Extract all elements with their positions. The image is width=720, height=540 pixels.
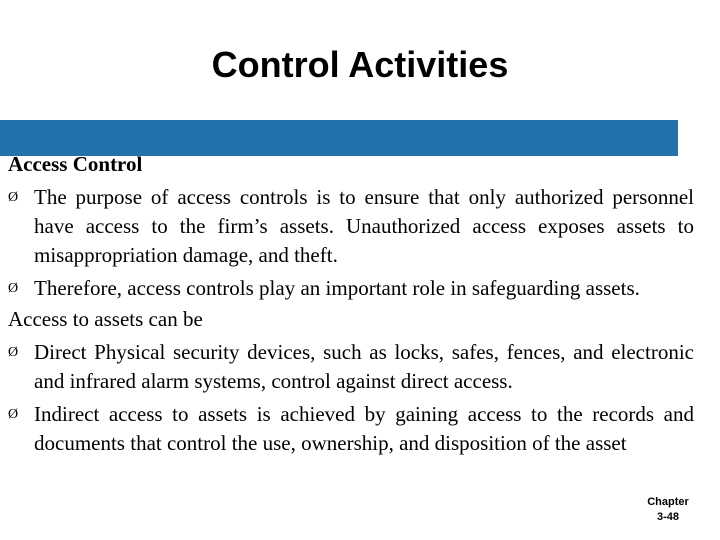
arrow-bullet-icon: Ø (8, 190, 19, 205)
section-heading: Access Control (8, 152, 143, 176)
bullet-text: The purpose of access controls is to ensure that only authorized personnel have access to the firm’s assets. Unauthorized access exposes assets to misappropriation damage, and theft. (34, 185, 694, 267)
bullet-item (8, 183, 694, 270)
chapter-label: Chapter (647, 496, 689, 508)
bullet-text: Therefore, access controls play an important role in safeguarding assets. (34, 276, 640, 300)
slide-body (8, 150, 694, 458)
section-subheading: Access to assets can be (8, 307, 203, 331)
arrow-bullet-icon: Ø (8, 281, 19, 296)
bullet-item (8, 338, 694, 396)
arrow-bullet-icon: Ø (8, 407, 19, 422)
page-number: 3-48 (656, 511, 680, 523)
arrow-bullet-icon: Ø (8, 345, 19, 360)
chapter-page-label (636, 495, 700, 525)
slide-title: Control Activities (211, 44, 509, 85)
bullet-item (8, 274, 694, 303)
bullet-text: Direct Physical security devices, such as locks, safes, fences, and electronic and infrared alarm systems, control against direct access. (34, 340, 694, 393)
bullet-item (8, 400, 694, 458)
bullet-text: Indirect access to assets is achieved by gaining access to the records and documents that control the use, ownership, and disposition of the asset (34, 402, 694, 455)
